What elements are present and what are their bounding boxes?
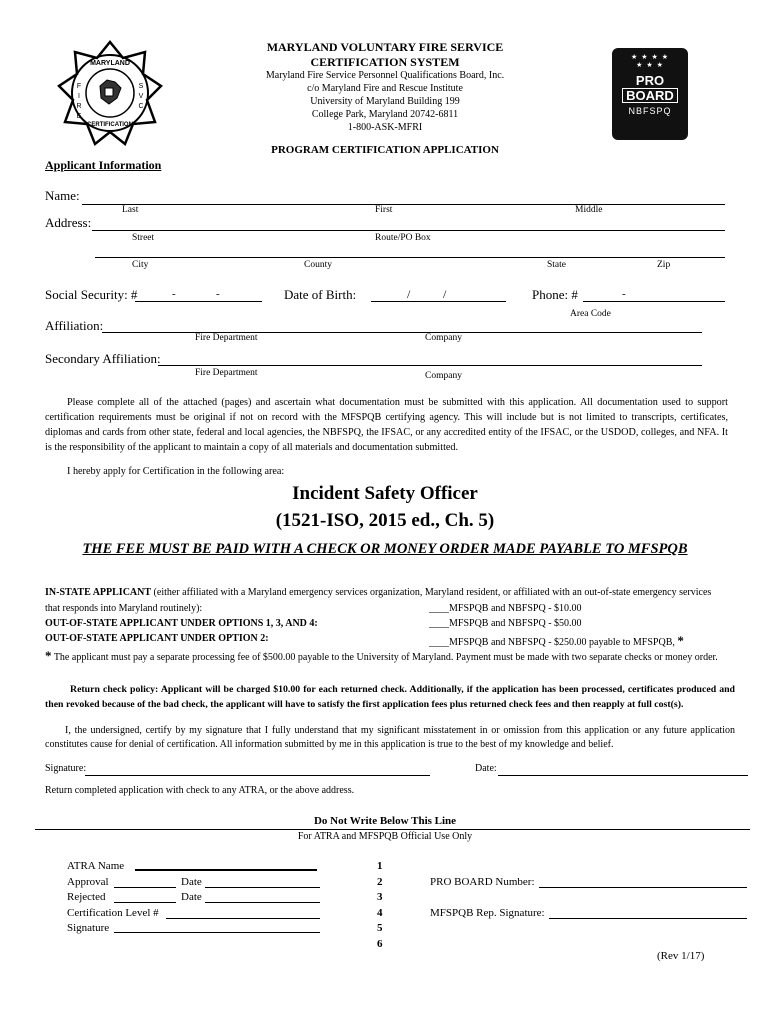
affiliation-field[interactable] bbox=[102, 318, 702, 333]
revision-label: (Rev 1/17) bbox=[657, 950, 705, 962]
number-1: 1 bbox=[377, 860, 383, 872]
ssn-label: Social Security: # bbox=[45, 287, 138, 302]
applicant-section-title: Applicant Information bbox=[45, 158, 162, 172]
name-sub-middle: Middle bbox=[575, 205, 603, 215]
address-sub-zip: Zip bbox=[657, 260, 671, 270]
asterisk-mark: * bbox=[677, 633, 684, 648]
rep-signature-label: MFSPQB Rep. Signature: bbox=[430, 907, 545, 919]
instate-fee[interactable]: ____MFSPQB and NBFSPQ - $10.00 bbox=[429, 603, 582, 614]
logo-board-text: BOARD bbox=[622, 88, 678, 103]
logo-nbfspq-text: NBFSPQ bbox=[628, 106, 672, 116]
address-sub-route: Route/PO Box bbox=[375, 233, 431, 243]
cert-level-label: Certification Level # bbox=[67, 907, 159, 919]
ssn-dash-2: - bbox=[216, 288, 220, 300]
office-divider bbox=[35, 829, 750, 830]
return-instructions: Return completed application with check to any ATRA, or the above address. bbox=[45, 785, 355, 796]
svg-text:E: E bbox=[76, 113, 82, 120]
phone-field[interactable] bbox=[583, 287, 725, 302]
out-of-state-2-label: OUT-OF-STATE APPLICANT UNDER OPTION 2: bbox=[45, 633, 269, 644]
instate-line1 bbox=[45, 587, 735, 598]
affiliation-sub-dept: Fire Department bbox=[195, 333, 258, 343]
certify-statement: I, the undersigned, certify by my signature that I fully understand that my significant misstatement in or omission from this application or any future application constitutes cause for denial of certification. All information submitted by me in this application is true to the best of my knowledge and belief. bbox=[45, 725, 735, 750]
atra-name-line[interactable] bbox=[135, 869, 317, 871]
area-code-label: Area Code bbox=[570, 309, 611, 319]
svg-text:V: V bbox=[138, 93, 144, 100]
svg-text:S: S bbox=[138, 83, 144, 90]
ssn-dash-1: - bbox=[172, 288, 176, 300]
phone-label: Phone: # bbox=[532, 287, 578, 302]
address-street-field[interactable] bbox=[92, 216, 725, 231]
org-phone: 1-800-ASK-MFRI bbox=[347, 122, 423, 133]
instate-desc: (either affiliated with a Maryland emergency services organization, Maryland resident, or affiliated with an out-of-state emergency services bbox=[151, 587, 712, 598]
name-field[interactable] bbox=[82, 190, 725, 205]
approval-label: Approval bbox=[67, 876, 109, 888]
out-of-state-2-fee[interactable] bbox=[429, 633, 684, 649]
name-sub-first: First bbox=[375, 205, 393, 215]
instructions-paragraph: Please complete all of the attached (pages) and ascertain what documentation must be submitted with this application. All documentation used to support certification requirements must be original if not on record with the MFSPQB certifying agency. This will include but is not limited to transcripts, certificates, diplomas and cards from other state, federal and local agencies, the NBFSPQ, the IFSAC, or any accredited entity of the IFSAC, or the USDOD, colleges, and NFA. It is the responsibility of the applicant to maintain a copy of all materials and documentation submitted. bbox=[45, 397, 728, 453]
fee-notice: THE FEE MUST BE PAID WITH A CHECK OR MONEY ORDER MADE PAYABLE TO MFSPQB bbox=[82, 541, 688, 557]
rep-signature-line[interactable] bbox=[549, 918, 747, 919]
do-not-write-header: Do Not Write Below This Line bbox=[313, 815, 457, 827]
rejected-label: Rejected bbox=[67, 891, 106, 903]
apply-statement: I hereby apply for Certification in the following area: bbox=[67, 466, 285, 477]
approval-date-line[interactable] bbox=[205, 887, 320, 888]
org-address-line1: Maryland Fire Service Personnel Qualifications Board, Inc. bbox=[265, 70, 505, 81]
address-label: Address: bbox=[45, 215, 92, 230]
address-sub-street: Street bbox=[132, 233, 155, 243]
pro-board-number-label: PRO BOARD Number: bbox=[430, 876, 535, 888]
stars-icon: ★ ★ ★ ★ ★ ★ ★ bbox=[631, 54, 669, 69]
processing-fee-note bbox=[45, 648, 745, 664]
number-5: 5 bbox=[377, 922, 383, 934]
instate-label: IN-STATE APPLICANT bbox=[45, 587, 152, 598]
address-sub-state: State bbox=[547, 260, 566, 270]
name-label: Name: bbox=[45, 188, 80, 203]
secondary-affiliation-field[interactable] bbox=[158, 351, 702, 366]
number-4: 4 bbox=[377, 907, 383, 919]
signature-field[interactable] bbox=[85, 761, 430, 776]
rejected-date-label: Date bbox=[181, 891, 202, 903]
asterisk-mark-2: * bbox=[45, 648, 52, 663]
org-address-line3: University of Maryland Building 199 bbox=[310, 96, 460, 107]
date-label: Date: bbox=[475, 763, 497, 774]
signature-label: Signature: bbox=[45, 763, 87, 774]
address-sub-county: County bbox=[304, 260, 332, 270]
form-title: PROGRAM CERTIFICATION APPLICATION bbox=[271, 144, 499, 156]
atra-name-label: ATRA Name bbox=[67, 860, 125, 872]
number-6: 6 bbox=[377, 938, 383, 950]
secondary-affiliation-label: Secondary Affiliation: bbox=[45, 351, 161, 366]
rejected-date-line[interactable] bbox=[205, 902, 320, 903]
address-city-field[interactable] bbox=[95, 243, 725, 258]
pro-board-number-line[interactable] bbox=[539, 887, 747, 888]
org-address-line2: c/o Maryland Fire and Rescue Institute bbox=[307, 83, 463, 94]
out-of-state-134-fee[interactable]: ____MFSPQB and NBFSPQ - $50.00 bbox=[429, 618, 582, 629]
address-sub-city: City bbox=[132, 260, 149, 270]
processing-fee-note-text: The applicant must pay a separate processing fee of $500.00 payable to the University of Maryland. Payment must be made with two separate checks or money order. bbox=[53, 652, 718, 663]
org-name-line1: MARYLAND VOLUNTARY FIRE SERVICE bbox=[266, 40, 504, 54]
out-of-state-134-label: OUT-OF-STATE APPLICANT UNDER OPTIONS 1, 3, AND 4: bbox=[45, 618, 318, 629]
office-signature-label: Signature bbox=[67, 922, 110, 934]
secondary-sub-dept: Fire Department bbox=[195, 368, 258, 378]
pro-board-logo bbox=[612, 48, 688, 140]
cert-title: Incident Safety Officer bbox=[292, 483, 478, 504]
maryland-fire-service-logo bbox=[55, 38, 165, 148]
office-signature-line[interactable] bbox=[114, 932, 320, 933]
affiliation-sub-company: Company bbox=[425, 333, 462, 343]
cert-subtitle: (1521-ISO, 2015 ed., Ch. 5) bbox=[275, 510, 495, 531]
number-2: 2 bbox=[377, 876, 383, 888]
svg-text:MARYLAND: MARYLAND bbox=[90, 60, 130, 67]
svg-text:I: I bbox=[78, 93, 80, 100]
ssn-field[interactable] bbox=[135, 287, 262, 302]
org-name-line2: CERTIFICATION SYSTEM bbox=[310, 55, 460, 69]
logo-pro-text: PRO bbox=[635, 73, 665, 88]
org-address-line4: College Park, Maryland 20742-6811 bbox=[311, 109, 459, 120]
date-field[interactable] bbox=[498, 761, 748, 776]
rejected-line[interactable] bbox=[114, 902, 176, 903]
instate-line2: that responds into Maryland routinely): bbox=[45, 603, 203, 614]
secondary-sub-company: Company bbox=[425, 371, 462, 381]
name-sub-last: Last bbox=[122, 205, 139, 215]
approval-date-label: Date bbox=[181, 876, 202, 888]
out-of-state-2-fee-text: ____MFSPQB and NBFSPQ - $250.00 payable to MFSPQB, bbox=[429, 637, 675, 648]
dob-label: Date of Birth: bbox=[284, 287, 357, 302]
number-3: 3 bbox=[377, 891, 383, 903]
svg-text:F: F bbox=[76, 83, 82, 90]
dob-slash-2: / bbox=[443, 287, 447, 301]
svg-text:R: R bbox=[76, 103, 82, 110]
svg-text:CERTIFICATION: CERTIFICATION bbox=[87, 122, 133, 128]
cert-level-line[interactable] bbox=[166, 918, 320, 919]
dob-field[interactable] bbox=[371, 287, 506, 302]
return-check-policy: Return check policy: Applicant will be charged $10.00 for each returned check. Additionally, if the application has been processed, certificates produced and then revoked because of the bad check, the applicant will have to satisfy the first application fees plus returned check fees and then reapply at full cost(s). bbox=[45, 684, 735, 710]
affiliation-label: Affiliation: bbox=[45, 318, 104, 333]
phone-dash: - bbox=[622, 288, 626, 300]
approval-line[interactable] bbox=[114, 887, 176, 888]
svg-text:C: C bbox=[138, 103, 144, 110]
dob-slash-1: / bbox=[407, 287, 411, 301]
office-subheader: For ATRA and MFSPQB Official Use Only bbox=[297, 831, 473, 842]
